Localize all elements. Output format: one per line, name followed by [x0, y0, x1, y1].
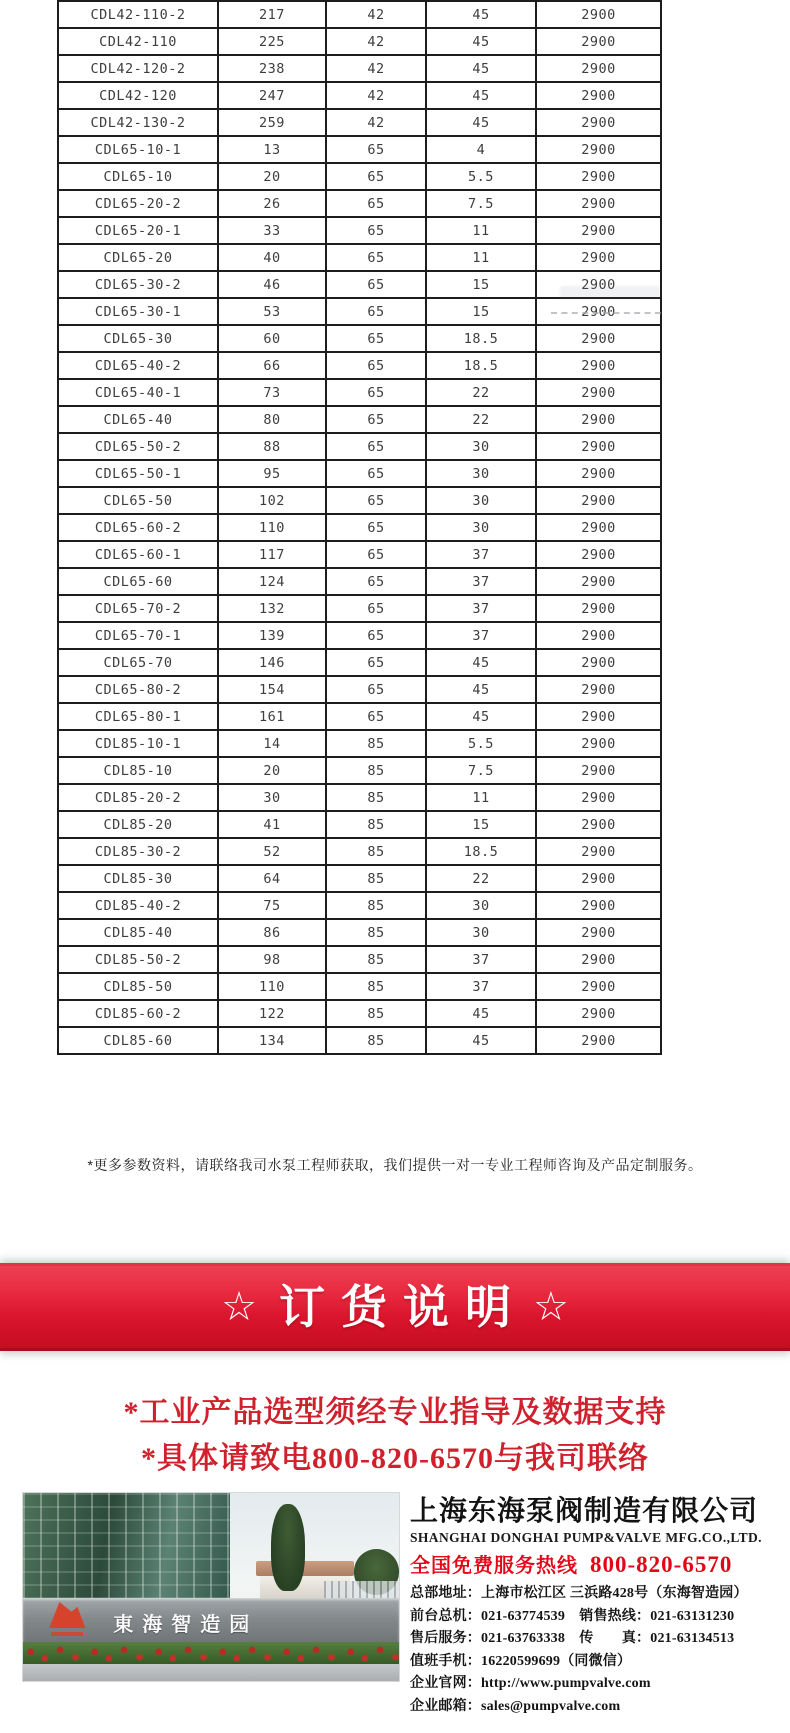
table-cell: 53 — [218, 298, 326, 325]
table-cell: CDL65-70 — [58, 649, 218, 676]
table-cell: 45 — [426, 1, 536, 28]
table-cell: 85 — [326, 730, 426, 757]
table-cell: 7.5 — [426, 190, 536, 217]
table-cell: 2900 — [536, 946, 661, 973]
table-row — [58, 379, 661, 406]
table-cell: 45 — [426, 1027, 536, 1054]
table-cell: 65 — [326, 190, 426, 217]
table-cell: 122 — [218, 1000, 326, 1027]
table-cell: CDL42-110 — [58, 28, 218, 55]
company-name-cn: 上海东海泵阀制造有限公司 — [410, 1495, 759, 1526]
contact-email: 企业邮箱：sales@pumpvalve.com — [410, 1698, 621, 1714]
table-cell: 46 — [218, 271, 326, 298]
table-cell: 7.5 — [426, 757, 536, 784]
table-cell: CDL85-30 — [58, 865, 218, 892]
table-cell: CDL65-30-2 — [58, 271, 218, 298]
table-cell: 18.5 — [426, 325, 536, 352]
table-cell: 85 — [326, 919, 426, 946]
table-cell: 85 — [326, 946, 426, 973]
table-row — [58, 217, 661, 244]
table-cell: 2900 — [536, 433, 661, 460]
table-cell: 37 — [426, 568, 536, 595]
table-cell: 110 — [218, 514, 326, 541]
photo-pavement — [23, 1664, 399, 1681]
table-cell: 65 — [326, 568, 426, 595]
service-hotline — [410, 1550, 782, 1583]
watermark — [560, 286, 660, 299]
table-cell: 2900 — [536, 352, 661, 379]
table-cell: 14 — [218, 730, 326, 757]
table-cell: 217 — [218, 1, 326, 28]
table-cell: CDL65-40-1 — [58, 379, 218, 406]
table-cell: 2900 — [536, 514, 661, 541]
table-cell: 2900 — [536, 838, 661, 865]
table-cell: 85 — [326, 757, 426, 784]
table-row — [58, 676, 661, 703]
table-cell: 124 — [218, 568, 326, 595]
table-cell: 26 — [218, 190, 326, 217]
table-cell: 2900 — [536, 379, 661, 406]
table-row — [58, 838, 661, 865]
table-cell: 2900 — [536, 784, 661, 811]
table-row — [58, 352, 661, 379]
table-cell: 37 — [426, 541, 536, 568]
hotline-label: 全国免费服务热线 — [410, 1555, 578, 1577]
table-cell: CDL85-30-2 — [58, 838, 218, 865]
table-cell: 2900 — [536, 622, 661, 649]
table-cell: 85 — [326, 1027, 426, 1054]
contact-switchboard: 前台总机：021-63774539 销售热线：021-63131230 — [410, 1608, 735, 1624]
table-cell: 73 — [218, 379, 326, 406]
table-cell: 2900 — [536, 487, 661, 514]
contact-website: 企业官网：http://www.pumpvalve.com — [410, 1676, 651, 1691]
table-cell: 2900 — [536, 1000, 661, 1027]
table-cell: CDL85-60-2 — [58, 1000, 218, 1027]
table-row — [58, 1, 661, 28]
table-row — [58, 1027, 661, 1054]
table-cell: 238 — [218, 55, 326, 82]
table-cell: 2900 — [536, 1027, 661, 1054]
table-row — [58, 82, 661, 109]
notice-line-1: *工业产品选型须经专业指导及数据支持 — [123, 1396, 667, 1429]
table-cell: CDL85-40-2 — [58, 892, 218, 919]
table-cell: 134 — [218, 1027, 326, 1054]
table-cell: 45 — [426, 703, 536, 730]
table-row — [58, 946, 661, 973]
table-cell: 45 — [426, 109, 536, 136]
table-cell: 259 — [218, 109, 326, 136]
table-row — [58, 163, 661, 190]
table-cell: 45 — [426, 82, 536, 109]
table-row — [58, 109, 661, 136]
table-row — [58, 973, 661, 1000]
table-row — [58, 892, 661, 919]
table-cell: 2900 — [536, 892, 661, 919]
table-cell: CDL65-10-1 — [58, 136, 218, 163]
table-cell: CDL65-40 — [58, 406, 218, 433]
table-cell: CDL65-60 — [58, 568, 218, 595]
table-cell: 42 — [326, 55, 426, 82]
table-cell: 225 — [218, 28, 326, 55]
table-cell: 20 — [218, 757, 326, 784]
table-cell: 154 — [218, 676, 326, 703]
table-cell: CDL85-10-1 — [58, 730, 218, 757]
table-row — [58, 595, 661, 622]
table-cell: 2900 — [536, 217, 661, 244]
factory-photo — [22, 1492, 400, 1682]
table-row — [58, 568, 661, 595]
table-cell: 161 — [218, 703, 326, 730]
table-cell: 65 — [326, 136, 426, 163]
table-cell: 2900 — [536, 55, 661, 82]
company-name-en: SHANGHAI DONGHAI PUMP&VALVE MFG.CO.,LTD. — [410, 1530, 762, 1545]
table-cell: 22 — [426, 379, 536, 406]
table-cell: 2900 — [536, 568, 661, 595]
table-cell: CDL85-50-2 — [58, 946, 218, 973]
table-cell: 85 — [326, 1000, 426, 1027]
table-row — [58, 55, 661, 82]
table-cell: 42 — [326, 82, 426, 109]
table-cell: CDL42-110-2 — [58, 1, 218, 28]
table-cell: 42 — [326, 109, 426, 136]
star-icon: ☆ — [221, 1284, 257, 1330]
table-row — [58, 730, 661, 757]
table-row — [58, 703, 661, 730]
table-cell: CDL85-20-2 — [58, 784, 218, 811]
table-cell: 2900 — [536, 298, 661, 325]
table-cell: 37 — [426, 622, 536, 649]
table-cell: 65 — [326, 676, 426, 703]
spec-table-body — [58, 1, 661, 1054]
table-cell: CDL85-60 — [58, 1027, 218, 1054]
table-cell: 5.5 — [426, 163, 536, 190]
table-cell: 2900 — [536, 865, 661, 892]
table-cell: 65 — [326, 271, 426, 298]
table-cell: CDL65-50-1 — [58, 460, 218, 487]
order-instructions-banner — [0, 1263, 790, 1351]
table-cell: CDL85-50 — [58, 973, 218, 1000]
table-cell: 30 — [426, 433, 536, 460]
table-row — [58, 28, 661, 55]
table-cell: 18.5 — [426, 838, 536, 865]
table-cell: 85 — [326, 892, 426, 919]
table-cell: CDL65-80-1 — [58, 703, 218, 730]
table-cell: 65 — [326, 163, 426, 190]
table-cell: 33 — [218, 217, 326, 244]
table-cell: CDL65-60-2 — [58, 514, 218, 541]
table-cell: 117 — [218, 541, 326, 568]
table-cell: 2900 — [536, 190, 661, 217]
table-row — [58, 541, 661, 568]
table-cell: CDL65-50-2 — [58, 433, 218, 460]
table-cell: 30 — [426, 919, 536, 946]
company-info — [410, 1492, 782, 1718]
company-logo-underline — [51, 1632, 83, 1636]
table-cell: 37 — [426, 595, 536, 622]
table-cell: 5.5 — [426, 730, 536, 757]
table-cell: 2900 — [536, 757, 661, 784]
table-cell: 2900 — [536, 811, 661, 838]
table-cell: 146 — [218, 649, 326, 676]
table-cell: 75 — [218, 892, 326, 919]
table-cell: 65 — [326, 514, 426, 541]
table-cell: 88 — [218, 433, 326, 460]
table-cell: CDL65-70-1 — [58, 622, 218, 649]
table-cell: 80 — [218, 406, 326, 433]
table-cell: 42 — [326, 28, 426, 55]
table-cell: CDL65-70-2 — [58, 595, 218, 622]
table-cell: CDL65-10 — [58, 163, 218, 190]
table-row — [58, 649, 661, 676]
table-cell: 65 — [326, 406, 426, 433]
table-cell: CDL65-30 — [58, 325, 218, 352]
table-cell: CDL65-60-1 — [58, 541, 218, 568]
notice-line-2: *具体请致电800-820-6570与我司联络 — [141, 1442, 649, 1475]
table-cell: 2900 — [536, 919, 661, 946]
table-cell: 52 — [218, 838, 326, 865]
table-cell: 37 — [426, 946, 536, 973]
table-cell: 85 — [326, 838, 426, 865]
table-cell: 45 — [426, 28, 536, 55]
table-cell: 65 — [326, 352, 426, 379]
table-cell: 41 — [218, 811, 326, 838]
table-cell: 65 — [326, 649, 426, 676]
table-cell: 15 — [426, 298, 536, 325]
table-cell: 2900 — [536, 649, 661, 676]
photo-tree — [271, 1504, 305, 1590]
table-cell: 18.5 — [426, 352, 536, 379]
table-cell: 65 — [326, 703, 426, 730]
table-cell: 2900 — [536, 109, 661, 136]
table-cell: 40 — [218, 244, 326, 271]
table-cell: 2900 — [536, 82, 661, 109]
table-cell: 30 — [426, 514, 536, 541]
table-row — [58, 1000, 661, 1027]
table-cell: 2900 — [536, 406, 661, 433]
table-cell: 110 — [218, 973, 326, 1000]
table-cell: 60 — [218, 325, 326, 352]
table-cell: 45 — [426, 676, 536, 703]
table-cell: 15 — [426, 811, 536, 838]
table-cell: 65 — [326, 460, 426, 487]
table-cell: 11 — [426, 217, 536, 244]
table-cell: 95 — [218, 460, 326, 487]
table-cell: 85 — [326, 811, 426, 838]
table-row — [58, 811, 661, 838]
table-row — [58, 406, 661, 433]
table-cell: 247 — [218, 82, 326, 109]
table-cell: 2900 — [536, 136, 661, 163]
table-cell: 2900 — [536, 163, 661, 190]
table-row — [58, 757, 661, 784]
table-row — [58, 487, 661, 514]
table-cell: 30 — [426, 892, 536, 919]
table-cell: 65 — [326, 325, 426, 352]
table-cell: CDL42-130-2 — [58, 109, 218, 136]
table-cell: 65 — [326, 541, 426, 568]
table-footnote: *更多参数资料，请联络我司水泵工程师获取，我们提供一对一专业工程师咨询及产品定制服务。 — [87, 1157, 703, 1173]
star-icon: ☆ — [533, 1284, 569, 1330]
table-row — [58, 136, 661, 163]
table-cell: 86 — [218, 919, 326, 946]
table-cell: 65 — [326, 433, 426, 460]
table-cell: 22 — [426, 406, 536, 433]
table-cell: 98 — [218, 946, 326, 973]
table-cell: 2900 — [536, 325, 661, 352]
table-cell: 102 — [218, 487, 326, 514]
table-cell: 132 — [218, 595, 326, 622]
table-cell: 65 — [326, 622, 426, 649]
table-cell: CDL65-40-2 — [58, 352, 218, 379]
table-cell: CDL65-30-1 — [58, 298, 218, 325]
table-cell: CDL85-20 — [58, 811, 218, 838]
table-cell: 65 — [326, 298, 426, 325]
table-cell: 139 — [218, 622, 326, 649]
table-cell: CDL65-20 — [58, 244, 218, 271]
company-footer — [22, 1492, 782, 1718]
table-cell: 45 — [426, 55, 536, 82]
table-cell: 65 — [326, 217, 426, 244]
table-cell: 42 — [326, 1, 426, 28]
table-cell: 2900 — [536, 730, 661, 757]
table-cell: CDL65-50 — [58, 487, 218, 514]
table-cell: 2900 — [536, 460, 661, 487]
photo-glass-building — [23, 1493, 230, 1610]
table-row — [58, 514, 661, 541]
table-cell: 85 — [326, 973, 426, 1000]
table-cell: 13 — [218, 136, 326, 163]
pump-spec-table — [57, 0, 662, 1055]
table-cell: 2900 — [536, 541, 661, 568]
contact-aftersales-fax: 售后服务：021-63763338 传 真：021-63134513 — [410, 1631, 735, 1646]
table-cell: 30 — [218, 784, 326, 811]
table-row — [58, 865, 661, 892]
table-row — [58, 244, 661, 271]
table-cell: 11 — [426, 784, 536, 811]
table-cell: 15 — [426, 271, 536, 298]
table-cell: 45 — [426, 1000, 536, 1027]
banner-title: 订货说明 — [279, 1281, 527, 1333]
table-cell: CDL65-20-1 — [58, 217, 218, 244]
table-cell: 2900 — [536, 676, 661, 703]
table-cell: 66 — [218, 352, 326, 379]
contact-address: 总部地址：上海市松江区 三浜路428号（东海智造园） — [410, 1586, 748, 1601]
table-cell: 85 — [326, 865, 426, 892]
table-cell: 30 — [426, 460, 536, 487]
hotline-number: 800-820-6570 — [590, 1552, 733, 1577]
table-row — [58, 460, 661, 487]
table-cell: 65 — [326, 595, 426, 622]
table-row — [58, 784, 661, 811]
table-cell: 65 — [326, 487, 426, 514]
table-cell: CDL42-120 — [58, 82, 218, 109]
table-cell: 65 — [326, 244, 426, 271]
table-row — [58, 433, 661, 460]
table-cell: 30 — [426, 487, 536, 514]
table-cell: 2900 — [536, 271, 661, 298]
table-cell: 65 — [326, 379, 426, 406]
table-cell: 85 — [326, 784, 426, 811]
table-cell: 2900 — [536, 244, 661, 271]
watermark-dashes — [551, 312, 661, 318]
table-row — [58, 325, 661, 352]
table-cell: 2900 — [536, 973, 661, 1000]
table-cell: 37 — [426, 973, 536, 1000]
table-cell: 64 — [218, 865, 326, 892]
contact-mobile: 值班手机：16220599699（同微信） — [410, 1653, 632, 1669]
table-row — [58, 190, 661, 217]
table-cell: 2900 — [536, 28, 661, 55]
table-cell: 20 — [218, 163, 326, 190]
selection-notice — [0, 1390, 790, 1482]
table-cell: 45 — [426, 649, 536, 676]
table-cell: CDL65-20-2 — [58, 190, 218, 217]
table-cell: CDL42-120-2 — [58, 55, 218, 82]
table-cell: 2900 — [536, 1, 661, 28]
entrance-sign-text: 東海智造园 — [113, 1613, 259, 1636]
table-cell: 22 — [426, 865, 536, 892]
table-cell: 11 — [426, 244, 536, 271]
table-row — [58, 622, 661, 649]
table-cell: CDL85-10 — [58, 757, 218, 784]
table-cell: 2900 — [536, 595, 661, 622]
table-row — [58, 919, 661, 946]
table-cell: CDL85-40 — [58, 919, 218, 946]
table-cell: CDL65-80-2 — [58, 676, 218, 703]
table-cell: 2900 — [536, 703, 661, 730]
table-cell: 4 — [426, 136, 536, 163]
